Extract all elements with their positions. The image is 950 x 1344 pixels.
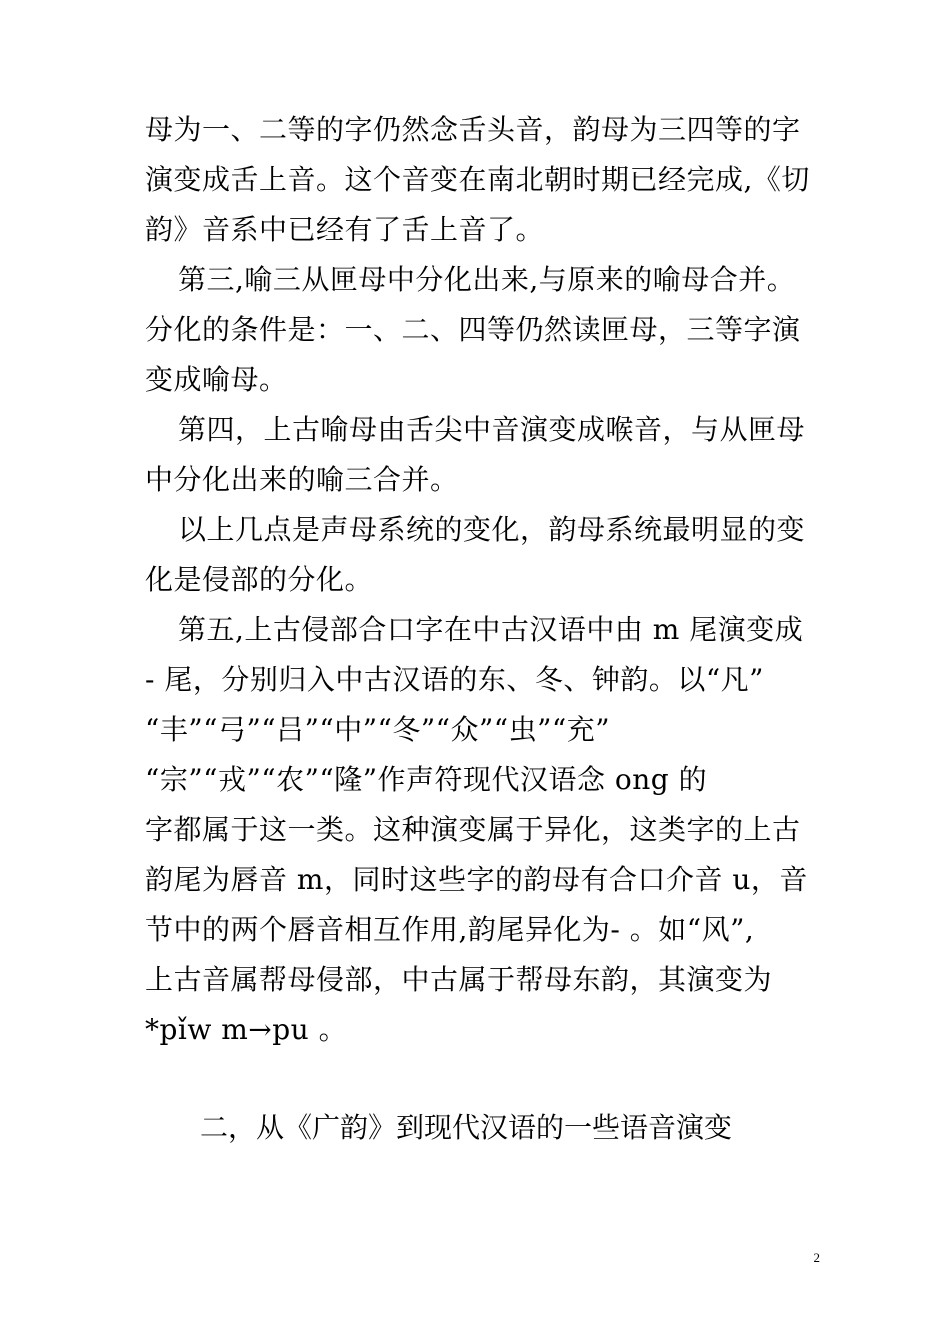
text-line: 韵尾为唇音 m，同时这些字的韵母有合口介音 u，音 bbox=[145, 863, 808, 896]
text-line: 变成喻母。 bbox=[145, 363, 288, 396]
text-line: “宗”“戎”“农”“隆”作声符现代汉语念 ong 的 bbox=[145, 763, 708, 796]
paragraph-start-line: 第五,上古侵部合口字在中古汉语中由 m 尾演变成 bbox=[178, 613, 804, 646]
paragraph-start-line: 以上几点是声母系统的变化，韵母系统最明显的变 bbox=[178, 513, 806, 546]
text-line: 演变成舌上音。这个音变在南北朝时期已经完成,《切 bbox=[145, 163, 810, 196]
text-line: 节中的两个唇音相互作用,韵尾异化为- 。如“风”, bbox=[145, 913, 755, 946]
text-line: 中分化出来的喻三合并。 bbox=[145, 463, 459, 496]
paragraph-start-line: 第三,喻三从匣母中分化出来,与原来的喻母合并。 bbox=[178, 263, 796, 296]
section-heading: 二，从《广韵》到现代汉语的一些语音演变 bbox=[200, 1111, 733, 1144]
text-line: 上古音属帮母侵部，中古属于帮母东韵，其演变为 bbox=[145, 963, 773, 996]
page-number: 2 bbox=[813, 1250, 820, 1265]
text-line: *pǐw m→pu 。 bbox=[145, 1013, 348, 1046]
text-line: “丰”“弓”“吕”“中”“冬”“众”“虫”“充” bbox=[145, 713, 611, 746]
text-line: 韵》音系中已经有了舌上音了。 bbox=[145, 213, 545, 246]
text-line: 分化的条件是：一、二、四等仍然读匣母，三等字演 bbox=[145, 313, 801, 346]
text-line: 母为一、二等的字仍然念舌头音，韵母为三四等的字 bbox=[145, 113, 801, 146]
text-line: 字都属于这一类。这种演变属于异化，这类字的上古 bbox=[145, 813, 801, 846]
paragraph-start-line: 第四，上古喻母由舌尖中音演变成喉音，与从匣母 bbox=[178, 413, 806, 446]
text-line: 化是侵部的分化。 bbox=[145, 563, 374, 596]
text-line: - 尾，分别归入中古汉语的东、冬、钟韵。以“凡” bbox=[145, 663, 764, 696]
